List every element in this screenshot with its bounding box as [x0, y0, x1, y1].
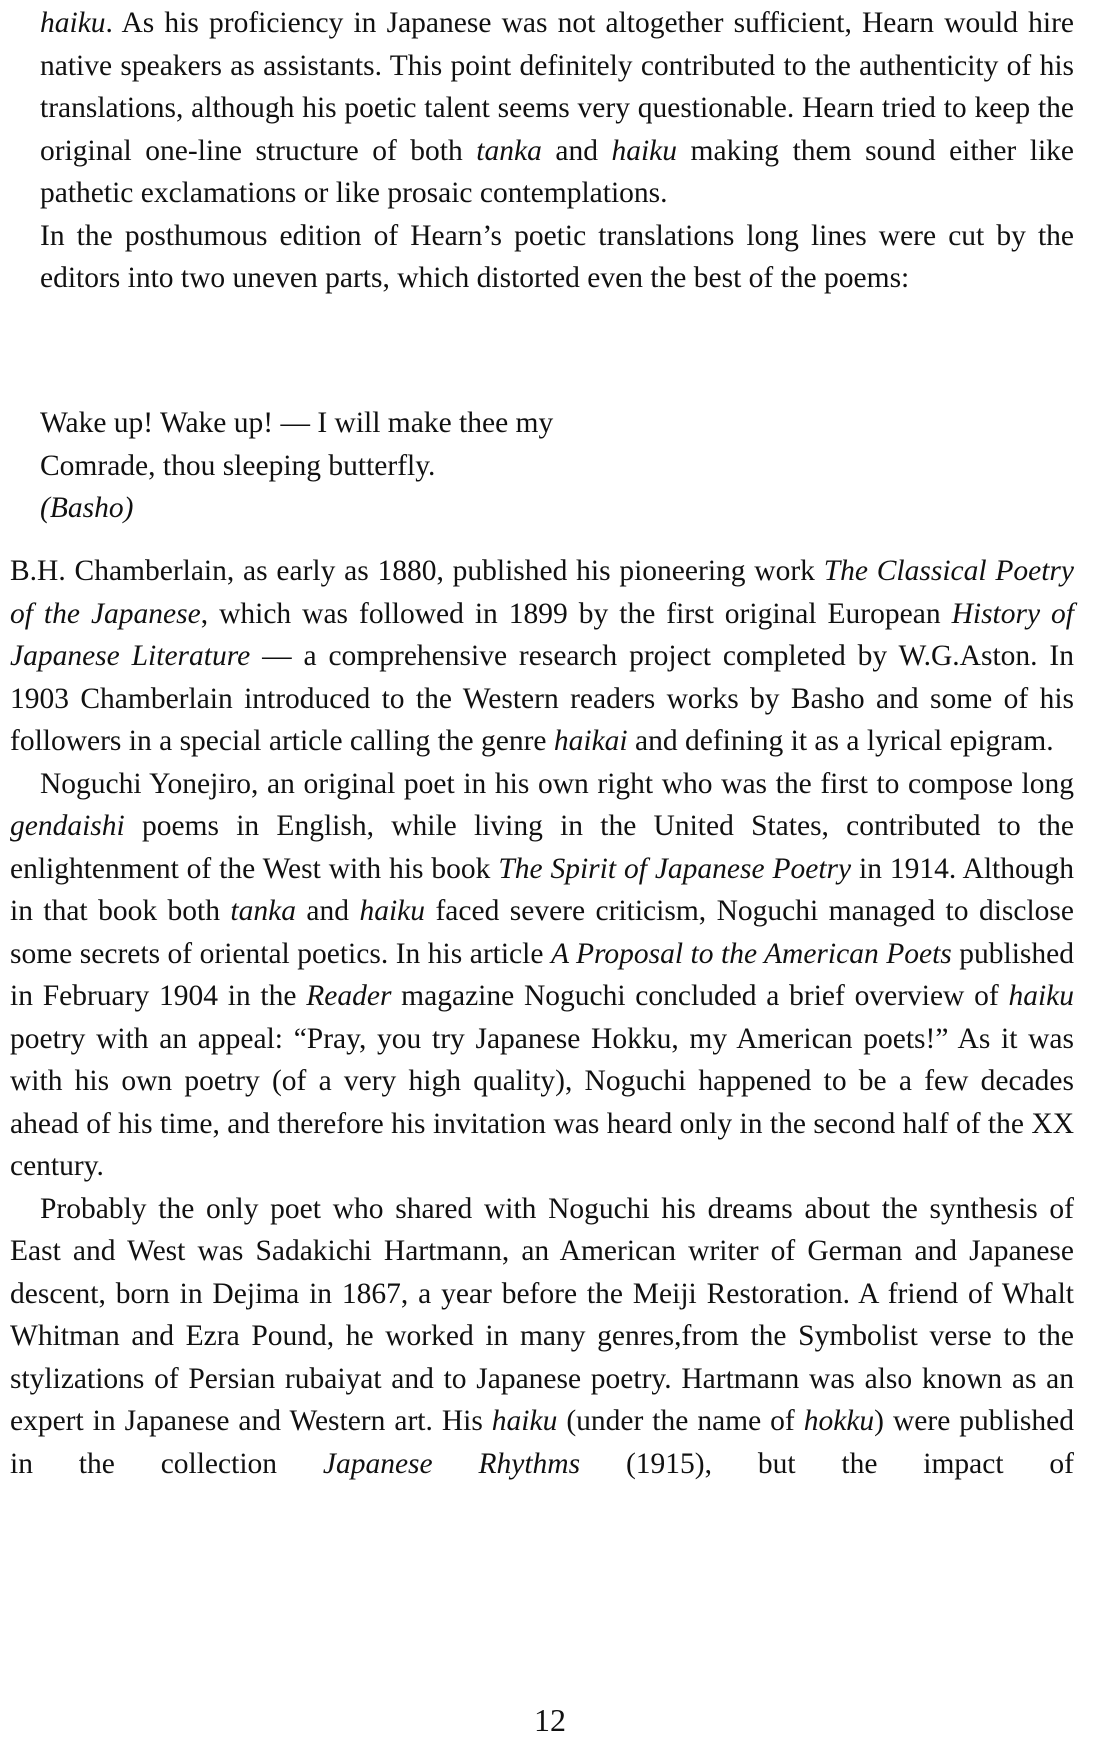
italic-term: History of Japanese Literature — [10, 597, 1074, 672]
verse-quotation — [40, 402, 553, 530]
italic-term: haiku — [491, 1405, 558, 1437]
text-block-top — [40, 2, 1074, 300]
italic-term: gendaishi — [10, 810, 125, 842]
italic-term: haiku — [359, 895, 426, 927]
verse-line: Comrade, thou sleeping butterfly. — [40, 449, 436, 482]
verse-line: Wake up! Wake up! — I will make thee my — [40, 407, 554, 439]
paragraph-hearn-translations: haiku. As his proficiency in Japanese was not altogether sufficient, Hearn would hire native speakers as assistants. This point definitely contributed to the authenticity of his translations, although his poetic talent seems very questionable. Hearn tried to keep the original one-line structure of both tanka and haiku making them sound either like pathetic exclamations or like prosaic contemplations. — [40, 7, 1075, 209]
italic-term: hokku — [803, 1405, 875, 1437]
paragraph-hartmann: Probably the only poet who shared with Noguchi his dreams about the synthesis of East and West was Sadakichi Hartmann, an American writer of German and Japanese descent, born in Dejima in 1867, a year before the Meiji Restoration. A friend of Whalt Whitman and Ezra Pound, he worked in many genres,from the Symbolist verse to the stylizations of Persian rubaiyat and to Japanese poetry. Hartmann was also known as an expert in Japanese and Western art. His haiku (under the name of hokku) were published in the collection Japanese Rhythms (1915), but the impact of — [10, 1192, 1074, 1480]
paragraph-chamberlain: B.H. Chamberlain, as early as 1880, published his pioneering work The Classical Poetry of the Japanese, which was followed in 1899 by the first original European History of Japanese Literature — a comprehensive research project completed by W.G.Aston. In 1903 Chamberlain introduced to the Western readers works by Basho and some of his followers in a special article calling the genre haikai and defining it as a lyrical epigram. — [10, 555, 1074, 757]
paragraph-noguchi: Noguchi Yonejiro, an original poet in his own right who was the first to compose long gendaishi poems in English, while living in the United States, contributed to the enlightenment of the West with his book The Spirit of Japanese Poetry in 1914. Although in that book both tanka and haiku faced severe criticism, Noguchi managed to disclose some secrets of oriental poetics. In his article A Proposal to the American Poets published in February 1904 in the Reader magazine Noguchi concluded a brief overview of haiku poetry with an appeal: “Pray, you try Japanese Hokku, my American poets!” As it was with his own poetry (of a very high quality), Noguchi happened to be a few decades ahead of his time, and therefore his invitation was heard only in the second half of the XX century. — [10, 767, 1074, 1182]
italic-term: haiku — [1008, 980, 1074, 1012]
verse-attribution: (Basho) — [40, 492, 134, 524]
italic-term: haiku — [40, 7, 106, 39]
page-number: 12 — [534, 1702, 566, 1738]
italic-term: A Proposal to the American Poets — [550, 937, 952, 970]
text-block-main — [10, 550, 1074, 1485]
italic-term: Japanese Rhythms — [322, 1447, 581, 1480]
italic-term: tanka — [476, 134, 542, 167]
italic-term: The Classical Poetry of the Japanese — [10, 555, 1074, 630]
italic-term: tanka — [230, 895, 296, 927]
italic-term: haiku — [611, 134, 678, 167]
paragraph-posthumous-edition: In the posthumous edition of Hearn’s poetic translations long lines were cut by the editors into two uneven parts, which distorted even the best of the poems: — [40, 219, 1074, 294]
italic-term: haikai — [553, 725, 628, 757]
italic-term: The Spirit of Japanese Poetry — [498, 852, 852, 885]
italic-term: Reader — [306, 980, 392, 1012]
